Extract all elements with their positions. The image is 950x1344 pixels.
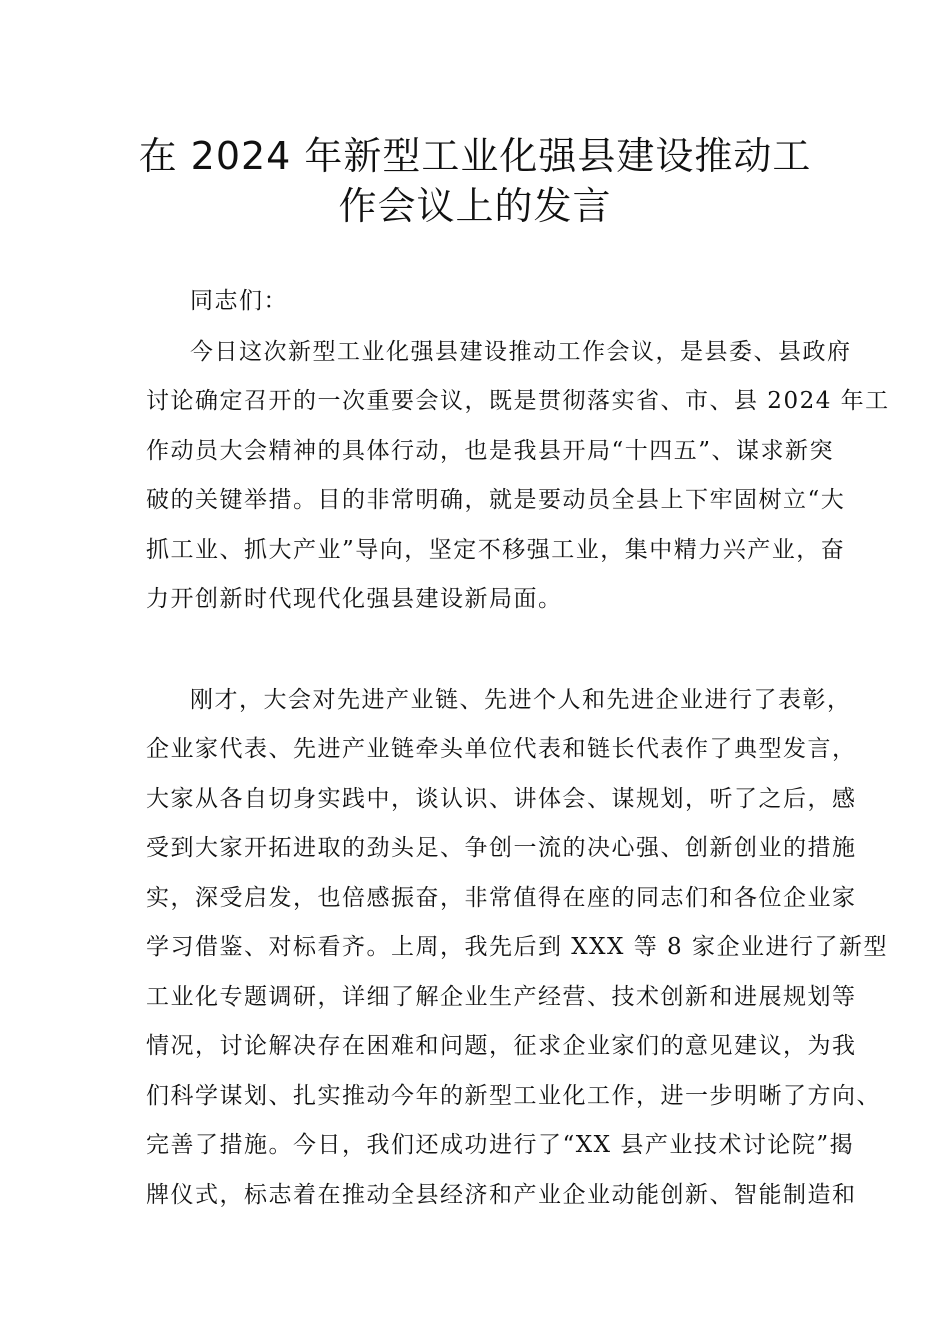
document-title-line-1: 在 2024 年新型工业化强县建设推动工 — [138, 134, 812, 178]
paragraph-2-line: 们科学谋划、扎实推动今年的新型工业化工作，进一步明晰了方向、 — [146, 1083, 881, 1109]
paragraph-2-line: 完善了措施。今日，我们还成功进行了“XX 县产业技术讨论院”揭 — [146, 1132, 855, 1158]
paragraph-2-line: 刚才，大会对先进产业链、先进个人和先进企业进行了表彰， — [190, 687, 852, 713]
paragraph-1-line: 讨论确定召开的一次重要会议，既是贯彻落实省、市、县 2024 年工 — [146, 388, 890, 414]
greeting: 同志们： — [190, 288, 288, 314]
paragraph-1-line: 力开创新时代现代化强县建设新局面。 — [146, 586, 563, 612]
paragraph-2-line: 学习借鉴、对标看齐。上周，我先后到 XXX 等 8 家企业进行了新型 — [146, 934, 888, 960]
paragraph-2-line: 受到大家开拓进取的劲头足、争创一流的决心强、创新创业的措施 — [146, 835, 857, 861]
paragraph-2-line: 牌仪式，标志着在推动全县经济和产业企业动能创新、智能制造和 — [146, 1182, 857, 1208]
paragraph-2-line: 情况，讨论解决存在困难和问题，征求企业家们的意见建议，为我 — [146, 1033, 857, 1059]
paragraph-2-line: 工业化专题调研，详细了解企业生产经营、技术创新和进展规划等 — [146, 984, 857, 1010]
paragraph-1-line: 破的关键举措。目的非常明确，就是要动员全县上下牢固树立“大 — [146, 487, 846, 513]
paragraph-1-line: 今日这次新型工业化强县建设推动工作会议，是县委、县政府 — [190, 339, 852, 365]
paragraph-1-line: 作动员大会精神的具体行动，也是我县开局“十四五”、谋求新突 — [146, 438, 835, 464]
paragraph-2-line: 企业家代表、先进产业链牵头单位代表和链长代表作了典型发言， — [146, 736, 857, 762]
paragraph-2-line: 实，深受启发，也倍感振奋，非常值得在座的同志们和各位企业家 — [146, 885, 857, 911]
document-title-line-2: 作会议上的发言 — [338, 184, 612, 228]
paragraph-2-line: 大家从各自切身实践中，谈认识、讲体会、谋规划，听了之后，感 — [146, 786, 857, 812]
paragraph-1-line: 抓工业、抓大产业”导向，坚定不移强工业，集中精力兴产业，奋 — [146, 537, 846, 563]
